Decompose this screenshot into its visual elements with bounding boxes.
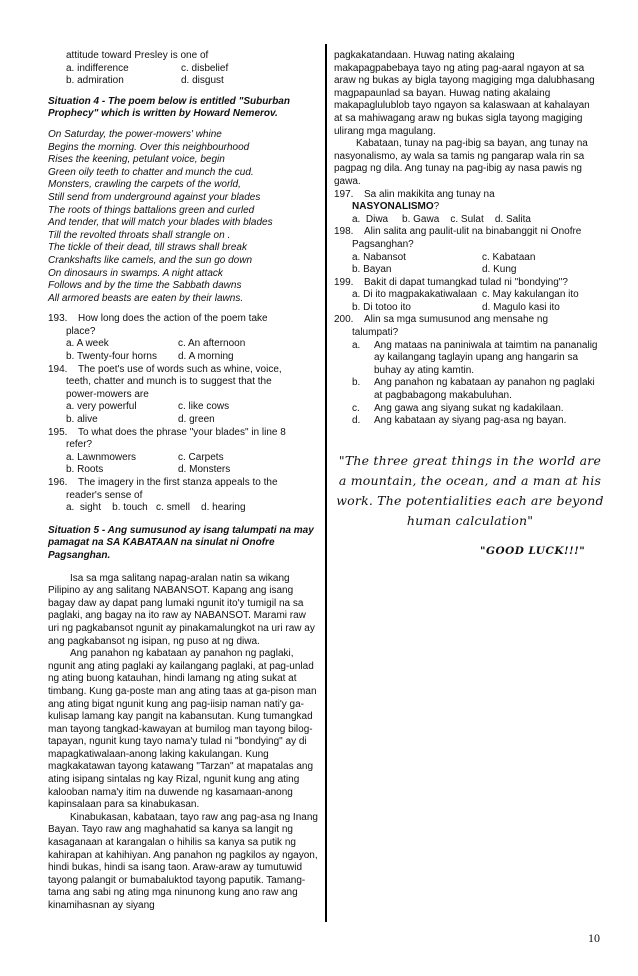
option-c: c. May kakulangan ito: [482, 289, 579, 301]
answer-options: a. sight b. touch c. smell d. hearing: [66, 502, 246, 514]
page-number: 10: [588, 931, 600, 945]
option-a: [334, 340, 600, 378]
option-d: d. Monsters: [178, 464, 231, 476]
question-text-cont: power-mowers are: [66, 388, 149, 400]
question-text: The imagery in the first stanza appeals to the: [78, 477, 278, 488]
option-b: b. alive: [66, 414, 98, 426]
question-number: 194.: [48, 363, 68, 375]
option-a: a. Nabansot: [352, 251, 406, 263]
question-196: [48, 477, 318, 490]
option-b: b. Di totoo ito: [352, 301, 411, 313]
option-text: Ang mataas na paniniwala at taimtim na pananalig ay kailangang taglayin upang ang hangarin sa buhay ay ating kamtin.: [374, 339, 598, 376]
option-a: a. Di ito magpakakatiwalaan: [352, 289, 478, 301]
poem-line: Crankshafts like camels, and the sun go down: [48, 254, 252, 266]
option-b: b. Roots: [66, 464, 104, 476]
option-d: d. disgust: [181, 75, 224, 87]
option-a: a. A week: [66, 338, 109, 350]
option-letter: b.: [352, 377, 361, 389]
option-d: d. Magulo kasi ito: [482, 301, 560, 313]
poem-line: And tender, that will match your blades with blades: [48, 217, 273, 229]
option-letter: c.: [352, 402, 360, 414]
option-a: a. very powerful: [66, 401, 137, 413]
answer-options: [48, 63, 318, 76]
question-text: Alin salita ang paulit-ulit na binabanggit ni Onofre: [364, 226, 582, 238]
good-luck-text: "GOOD LUCK!!!": [480, 545, 586, 557]
question-continuation: attitude toward Presley is one of: [66, 50, 209, 61]
poem-line: All armored beasts are eaten by their lawns.: [48, 292, 244, 304]
poem-line: Green oily teeth to chatter and munch the cud.: [48, 166, 254, 178]
question-text-cont: [334, 201, 600, 214]
option-c: c. Carpets: [178, 451, 224, 463]
poem-line: The tickle of their dead, till straws shall break: [48, 242, 247, 254]
question-text-cont: Pagsanghan?: [352, 238, 414, 250]
answer-options: [334, 252, 600, 265]
poem-line: Monsters, crawling the carpets of the world,: [48, 179, 241, 191]
question-number: 200.: [334, 314, 354, 326]
answer-options: [334, 302, 600, 315]
column-divider: [325, 44, 327, 922]
option-b: b. admiration: [66, 75, 124, 87]
option-d: d. Kung: [482, 264, 517, 276]
closing-quote: "The three great things in the world are a mountain, the ocean, and a man at his work. The potentialities each are beyond human calculation": [336, 453, 604, 528]
question-text-cont: teeth, chatter and munch is to suggest that the: [66, 376, 272, 388]
question-text: How long does the action of the poem take: [78, 313, 268, 325]
answer-options: [48, 75, 318, 88]
option-a: a. indifference: [66, 62, 129, 74]
bold-keyword: NASYONALISMO: [352, 201, 434, 213]
answer-options: [48, 414, 318, 427]
option-text: Ang panahon ng kabataan ay panahon ng paglaki at pagbabagong makabuluhan.: [374, 377, 595, 402]
question-number: 198.: [334, 226, 354, 238]
question-text-cont: place?: [66, 325, 96, 337]
question-number: 197.: [334, 188, 354, 200]
question-text-cont: talumpati?: [352, 327, 399, 339]
question-195: [48, 427, 318, 440]
answer-options: [48, 401, 318, 414]
option-b: b. Twenty-four horns: [66, 351, 157, 363]
option-b: [334, 377, 600, 402]
option-c: [334, 403, 600, 416]
poem-line: Still send from underground against your blades: [48, 191, 261, 203]
speech-paragraph: Kabataan, tunay na pag-ibig sa bayan, ang tunay na nasyonalismo, ay wala sa tamis ng pangarap wala rin sa pagpag ng dila. Ang tunay na pag-ibig ay nasa pawis ng gawa.: [334, 138, 588, 187]
option-b: b. Bayan: [352, 264, 392, 276]
question-text: Alin sa mga sumusunod ang mensahe ng: [364, 314, 549, 326]
option-d: d. A morning: [178, 351, 234, 363]
answer-options: [48, 338, 318, 351]
poem-line: Rises the keening, petulant voice, begin: [48, 154, 225, 166]
question-number: 196.: [48, 477, 68, 488]
left-column: [48, 50, 318, 913]
option-d: d. green: [178, 414, 215, 426]
poem-line: Till the revolted throats shall strangle on .: [48, 229, 231, 241]
speech-paragraph: Kinabukasan, kabataan, tayo raw ang pag-asa ng Inang Bayan. Tayo raw ang maghahatid sa kanya sa langit ng kasaganaan at karangalan o hihilis sa kanya sa putik ng kahirapan at kahihiyan. Ang panahon ng pagkilos ay ngayon, hindi bukas, hindi sa isang taon. Araw-araw ay tumutuwid tayong palangit or bumabaluktod tayong paputik. Tamang-tama ang sabi ng ating mga ninunong kung ano raw ang kinamihasnan ay siyang: [48, 811, 318, 911]
question-193: [48, 313, 318, 326]
option-a: a. Lawnmowers: [66, 451, 137, 463]
question-text: To what does the phrase "your blades" in line 8: [78, 426, 286, 438]
question-text: Bakit di dapat tumangkad tulad ni "bondying"?: [364, 276, 568, 288]
poem-line: Begins the morning. Over this neighbourhood: [48, 141, 250, 153]
option-text: Ang kabataan ay siyang pag-asa ng bayan.: [374, 415, 567, 427]
question-number: 199.: [334, 276, 354, 288]
speech-paragraph: Isa sa mga salitang napag-aralan natin sa wikang Pilipino ay ang salitang NABANSOT. Kapang ang isang bagay daw ay dapat pang lumaki ngunit ito'y tumigil na sa paglaki, ang bagay na ito raw ay NABANSOT. Marami raw uri ng pagkabansot ngunit ay pinakamalungkot na uri raw ay ang pagkabansot ng isipan, ng puso at ng diwa.: [48, 572, 315, 647]
option-letter: d.: [352, 415, 361, 427]
question-text-cont: reader's sense of: [66, 489, 143, 501]
right-column: [334, 50, 600, 428]
question-number: 193.: [48, 313, 68, 325]
answer-options: a. Diwa b. Gawa c. Sulat d. Salita: [352, 213, 531, 225]
speech-paragraph: pagkakatandaan. Huwag nating akalaing makapagpabebaya tayo ng ating pag-aaral ngayon at sa araw ng bukas ay bigla tayong magiging mga dalubhasang magpapaunlad sa bayan. Huwag nating akalaing makapaglulublob tayo ngayon sa kalaswaan at kahalayan at sa mahiwagang araw ng bukas sigla tayong magiging ulirang mga magulang.: [334, 50, 595, 137]
question-mark: ?: [433, 201, 440, 213]
answer-options: [48, 452, 318, 465]
speech-paragraph: Ang panahon ng kabataan ay panahon ng paglaki, ngunit ang ating paglaki ay kailangang paglaki, at pag-unlad ng ating buong katauhan, hindi lamang ng ating sukat at timbang. Kung ga-poste man ang ating taas at ga-pison man ang ating bigat ngunit kung ang pag-iisip naman nati'y ga-kulisap lamang kay pangit na kabansutan. Kung tumangkad man tayong tangkad-kawayan at bumilog man tayong bilog-tapayan, ngunit kung tayo nama'y tulad ni "bondying" ay di mapagkatiwalaan-anong laking kakulangan. Kung magkakatawan tayong katawang "Tarzan" at mapatalas ang ating isipang sintalas ng kay Rizal, ngunit kung ang ating kalooban nama'y itim na duwende ng kasamaan-anong kapinsalaan para sa kinabukasan.: [48, 648, 317, 811]
poem-line: Follows and by the time the Sabbath dawns: [48, 280, 242, 292]
question-text: The poet's use of words such as whine, voice,: [78, 363, 282, 375]
situation-5-heading: Situation 5 - Ang sumusunod ay isang talumpati na may pamagat na SA KABATAAN na sinulat ni Onofre Pagsanghan.: [48, 524, 314, 561]
situation-4-heading: Situation 4 - The poem below is entitled "Suburban Prophecy" which is written by Howard Nemerov.: [48, 95, 290, 120]
poem-line: On Saturday, the power-mowers' whine: [48, 128, 222, 140]
answer-options: [334, 264, 600, 277]
question-number: 195.: [48, 426, 68, 438]
answer-options: [48, 464, 318, 477]
question-200: [334, 314, 600, 327]
option-c: c. like cows: [178, 401, 230, 413]
option-text: Ang gawa ang siyang sukat ng kadakilaan.: [374, 402, 564, 414]
question-199: [334, 277, 600, 290]
answer-options: [48, 351, 318, 364]
option-c: c. disbelief: [181, 62, 229, 74]
option-d: [334, 415, 600, 428]
option-letter: a.: [352, 339, 361, 351]
answer-options: [334, 289, 600, 302]
option-c: c. An afternoon: [178, 338, 246, 350]
question-text: Sa alin makikita ang tunay na: [364, 188, 495, 200]
poem-line: On dinosaurs in swamps. A night attack: [48, 267, 223, 279]
poem-line: The roots of things battalions green and curled: [48, 204, 255, 216]
question-198: [334, 226, 600, 239]
question-text-cont: refer?: [66, 439, 93, 451]
question-194: [48, 364, 318, 377]
poem: [48, 129, 318, 305]
question-197: [334, 189, 600, 202]
option-c: c. Kabataan: [482, 251, 536, 263]
